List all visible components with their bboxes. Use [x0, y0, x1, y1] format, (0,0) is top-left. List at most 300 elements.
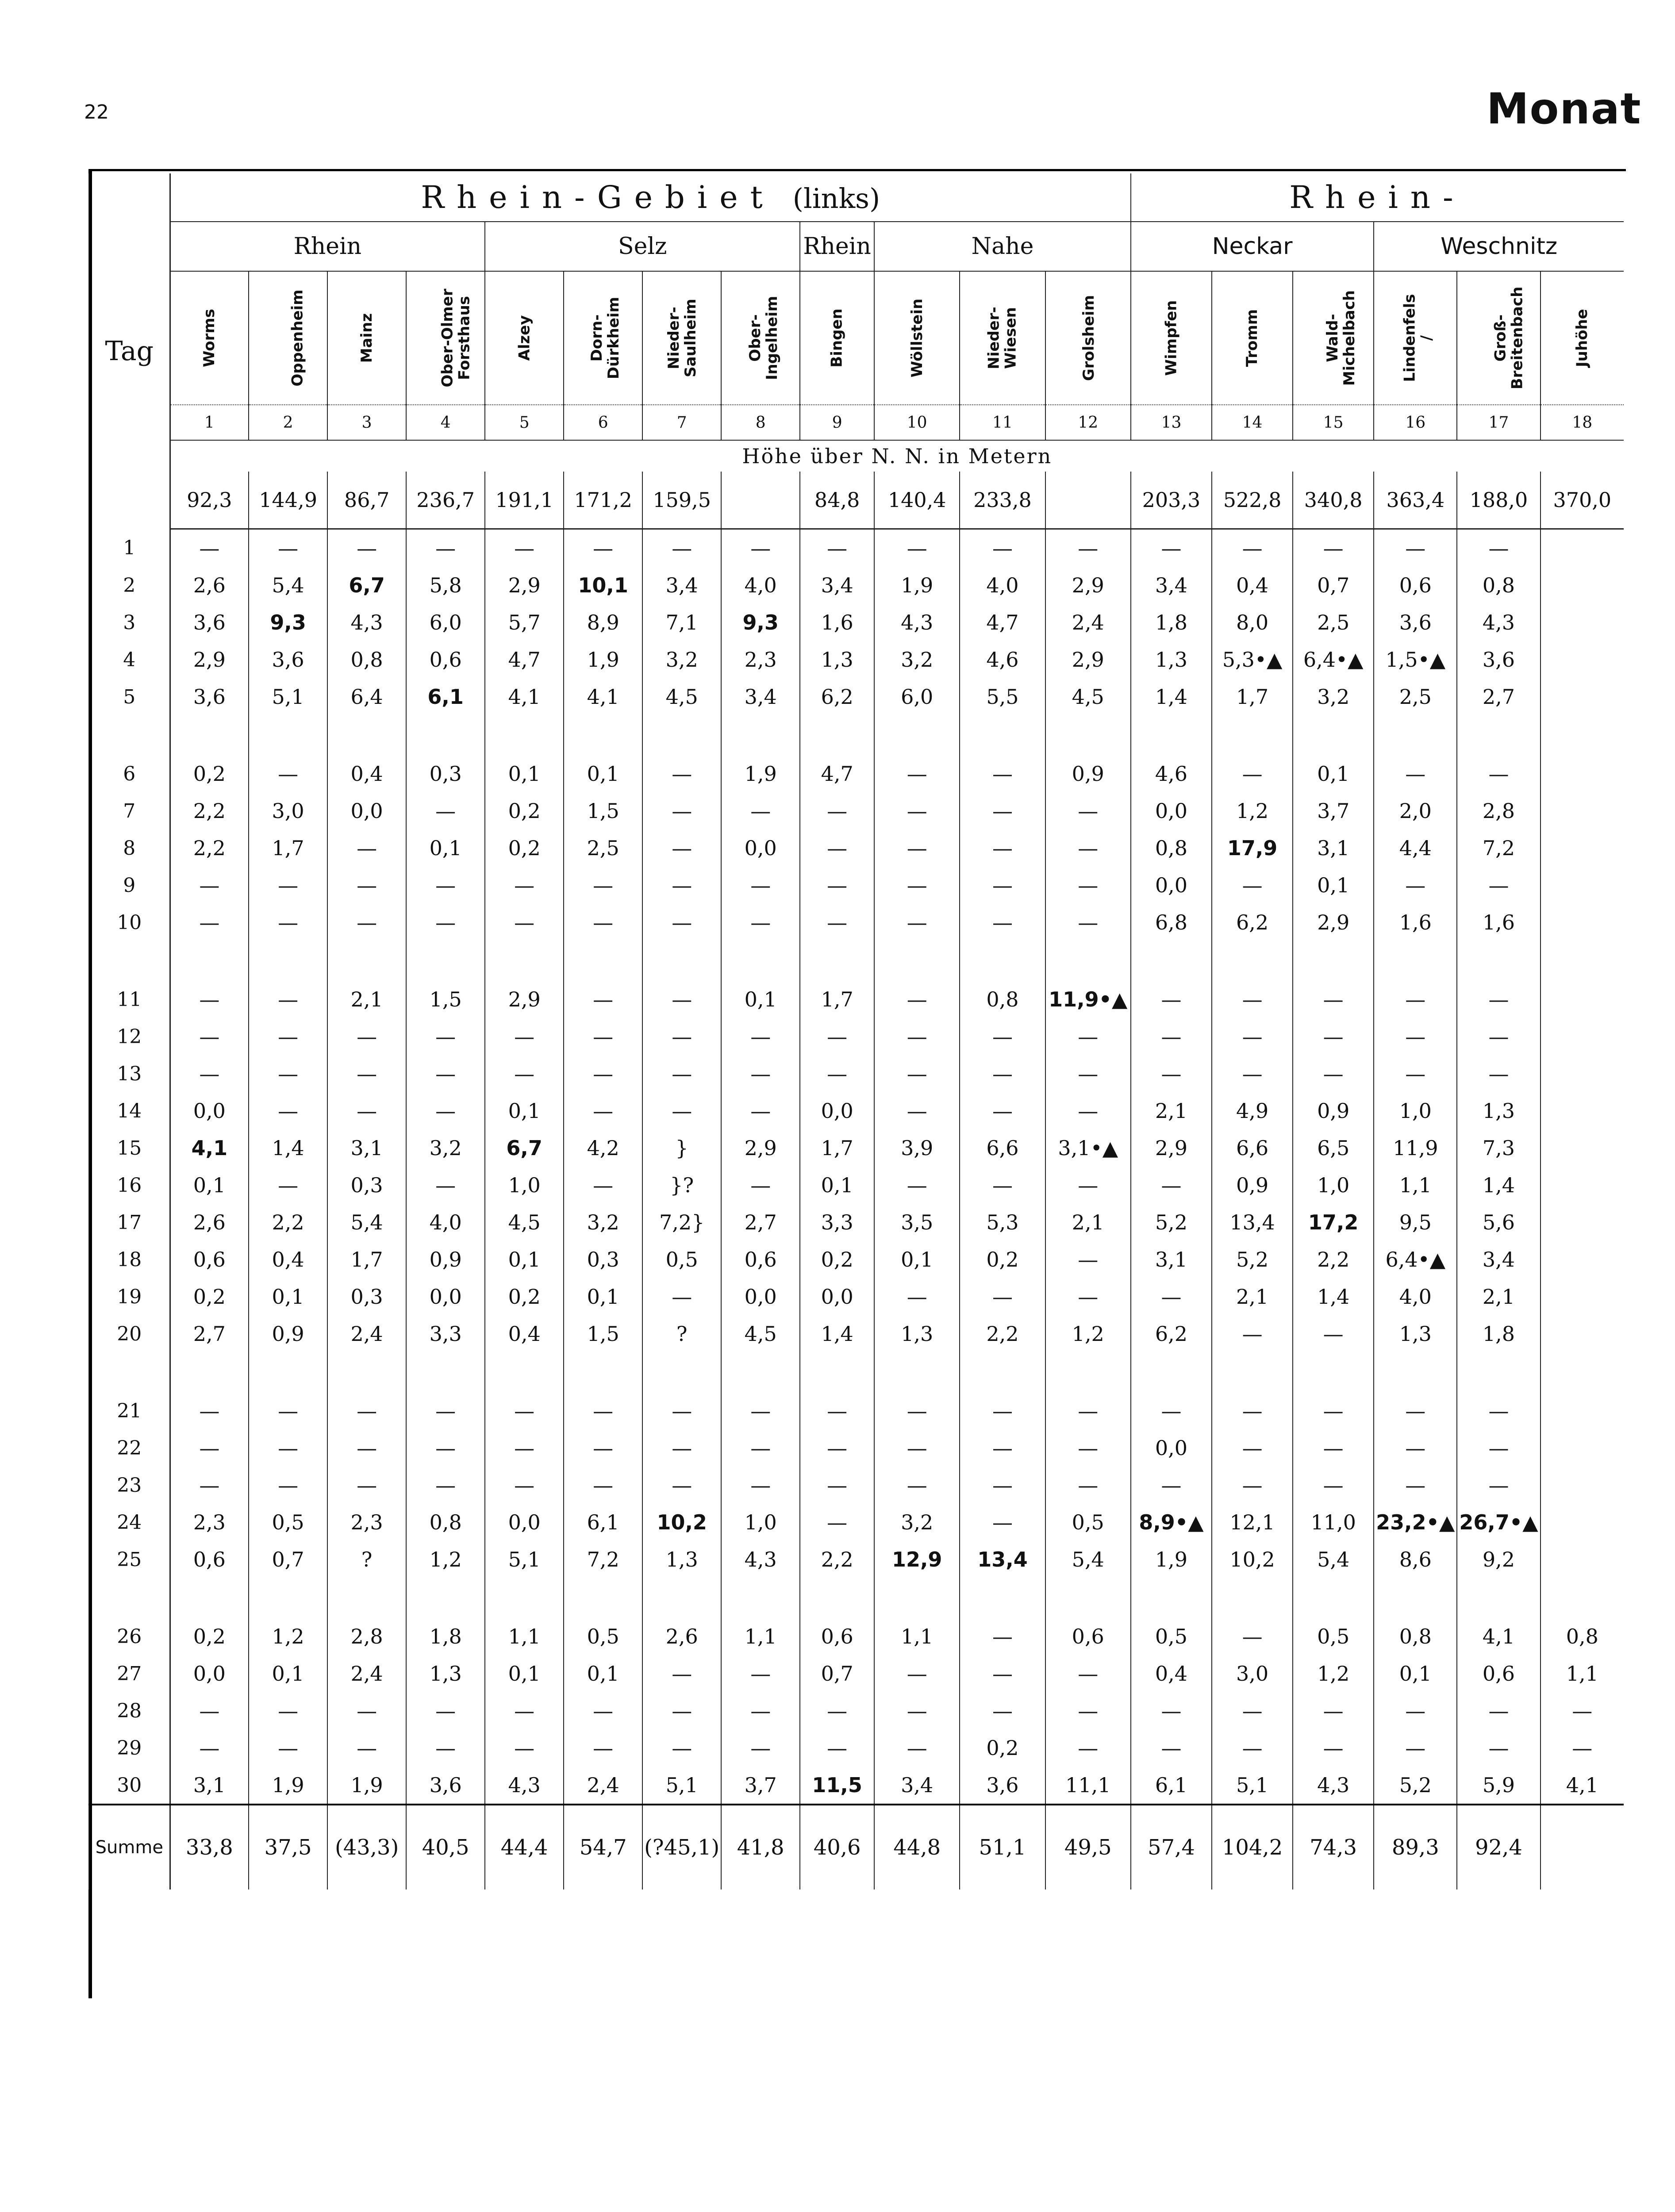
station-name	[327, 271, 406, 405]
rain-value: —	[874, 1055, 960, 1092]
day-number: 25	[89, 1541, 170, 1578]
elevation-value: 236,7	[406, 472, 485, 529]
rain-value: —	[406, 1467, 485, 1504]
day-number: 6	[89, 755, 170, 792]
day-number: 28	[89, 1692, 170, 1729]
rain-value: 2,1	[1045, 1204, 1131, 1241]
rain-value: —	[800, 1692, 874, 1729]
rain-value: 0,4	[327, 755, 406, 792]
rain-value: —	[485, 1429, 564, 1467]
station-label: Bingen	[828, 308, 846, 368]
rain-value	[170, 1129, 249, 1167]
rain-value: —	[406, 867, 485, 904]
tag-label: Tag	[105, 335, 154, 367]
station-number: 4	[406, 405, 485, 440]
rain-value: —	[960, 1618, 1045, 1655]
elevation-value: 363,4	[1374, 472, 1457, 529]
sum-value: 37,5	[249, 1805, 327, 1889]
rain-value: 1,9	[1131, 1541, 1212, 1578]
rain-value: —	[564, 867, 642, 904]
rain-value: —	[960, 904, 1045, 941]
day-number: 4	[89, 641, 170, 678]
rain-value: 2,9	[1293, 904, 1374, 941]
rain-value: —	[1045, 1692, 1131, 1729]
rain-value: 5,4	[249, 567, 327, 604]
rain-value: —	[249, 981, 327, 1018]
station-number: 9	[800, 405, 874, 440]
rain-value: 0,9	[406, 1241, 485, 1278]
rain-value: —	[1131, 1692, 1212, 1729]
rain-value: 9,2	[1457, 1541, 1540, 1578]
sum-value: 54,7	[564, 1805, 642, 1889]
rain-value: 8,9	[564, 604, 642, 641]
rain-value: 5,3•▲	[1212, 641, 1293, 678]
rain-value: 0,0	[485, 1504, 564, 1541]
day-number: 19	[89, 1278, 170, 1315]
elevation-value: 522,8	[1212, 472, 1293, 529]
rain-value: 4,5	[721, 1315, 800, 1352]
rain-value: 2,4	[327, 1655, 406, 1692]
rain-value: —	[170, 1692, 249, 1729]
rain-value: —	[960, 529, 1045, 567]
rain-value: 4,9	[1212, 1092, 1293, 1129]
rain-value: —	[642, 981, 721, 1018]
rain-value: —	[960, 1467, 1045, 1504]
rain-value	[721, 604, 800, 641]
rain-value: 5,1	[249, 678, 327, 715]
rain-value: 5,2	[1131, 1204, 1212, 1241]
station-number: 16	[1374, 405, 1457, 440]
rain-value: —	[249, 1092, 327, 1129]
rain-value: 3,2	[874, 641, 960, 678]
rain-value	[1212, 830, 1293, 867]
rain-value: —	[170, 981, 249, 1018]
day-number: 27	[89, 1655, 170, 1692]
rain-value: —	[1045, 529, 1131, 567]
rain-value: 2,7	[170, 1315, 249, 1352]
rain-value: 4,3	[1293, 1767, 1374, 1805]
rain-value: —	[874, 1167, 960, 1204]
rain-value: —	[642, 1092, 721, 1129]
rain-value: —	[406, 1092, 485, 1129]
rain-value: 2,1	[1212, 1278, 1293, 1315]
rain-value: —	[170, 1055, 249, 1092]
rain-value: 0,1	[485, 1092, 564, 1129]
rain-value: 3,2	[564, 1204, 642, 1241]
rain-value: —	[960, 830, 1045, 867]
rain-value: 0,0	[170, 1655, 249, 1692]
rain-value: —	[249, 1392, 327, 1429]
station-number: 3	[327, 405, 406, 440]
precipitation-table	[88, 173, 1624, 1889]
bold-value: 8,9•▲	[1139, 1510, 1204, 1534]
rain-value: 2,8	[327, 1618, 406, 1655]
river-group: Rhein	[800, 222, 874, 271]
bold-value: 6,7	[349, 573, 385, 597]
rain-value: —	[960, 1092, 1045, 1129]
rain-value: —	[1045, 867, 1131, 904]
rain-value: —	[800, 1055, 874, 1092]
rain-value: —	[1293, 1729, 1374, 1767]
rain-value: —	[1457, 1729, 1540, 1767]
rain-value: —	[800, 1018, 874, 1055]
region-title-right-text: Rhein-	[1289, 179, 1466, 215]
rain-value: 3,7	[721, 1767, 800, 1805]
rain-value: 6,4	[327, 678, 406, 715]
rain-value: 3,6	[1457, 641, 1540, 678]
rain-value: —	[721, 1655, 800, 1692]
rain-value: 0,1	[1293, 867, 1374, 904]
rain-value: 11,0	[1293, 1504, 1374, 1541]
rain-value: —	[642, 1655, 721, 1692]
rain-value: —	[642, 1055, 721, 1092]
rain-value: —	[485, 1467, 564, 1504]
rain-value: 4,5	[1045, 678, 1131, 715]
rain-value: 0,9	[1212, 1167, 1293, 1204]
rain-value: —	[874, 529, 960, 567]
rain-value: —	[1212, 1392, 1293, 1429]
rain-value: —	[800, 1504, 874, 1541]
river-group: Neckar	[1131, 222, 1374, 271]
rain-value: —	[1374, 1392, 1457, 1429]
rain-value: —	[642, 1278, 721, 1315]
tag-header	[89, 173, 170, 529]
rain-value: 6,0	[874, 678, 960, 715]
rain-value: 4,4	[1374, 830, 1457, 867]
rain-value: 2,5	[1374, 678, 1457, 715]
rain-value: 2,2	[960, 1315, 1045, 1352]
bold-value: 13,4	[977, 1548, 1028, 1571]
rain-value: —	[406, 904, 485, 941]
rain-value: —	[960, 867, 1045, 904]
rain-value: 1,1	[485, 1618, 564, 1655]
rain-value: —	[327, 1055, 406, 1092]
rain-value: 5,1	[1212, 1767, 1293, 1805]
rain-value: —	[874, 1692, 960, 1729]
rain-value: 2,2	[1293, 1241, 1374, 1278]
rain-value: 0,7	[800, 1655, 874, 1692]
sum-value: 74,3	[1293, 1805, 1374, 1889]
day-number: 12	[89, 1018, 170, 1055]
rain-value	[1541, 1429, 1624, 1467]
station-label: Lindenfels /	[1401, 294, 1436, 382]
rain-value: —	[800, 1729, 874, 1767]
rain-value: 0,6	[170, 1541, 249, 1578]
rain-value: —	[1131, 1278, 1212, 1315]
rain-value: 4,3	[1457, 604, 1540, 641]
rain-value: 0,6	[1457, 1655, 1540, 1692]
table-row	[89, 1055, 1624, 1092]
rain-value: 7,1	[642, 604, 721, 641]
rain-value: 1,4	[800, 1315, 874, 1352]
sum-value: (43,3)	[327, 1805, 406, 1889]
station-label: Nieder- Saulheim	[665, 299, 700, 377]
rain-value: 3,9	[874, 1129, 960, 1167]
station-number: 2	[249, 405, 327, 440]
rain-value: —	[1293, 1018, 1374, 1055]
region-title-right	[1131, 173, 1624, 222]
station-label: Oppenheim	[288, 289, 307, 387]
rain-value: —	[1212, 1018, 1293, 1055]
table-row	[89, 604, 1624, 641]
rain-value	[1457, 1504, 1540, 1541]
bold-value: 23,2•▲	[1376, 1510, 1455, 1534]
rain-value: 2,9	[1131, 1129, 1212, 1167]
rain-value: 0,1	[485, 755, 564, 792]
rain-value	[642, 1504, 721, 1541]
elevation-value: 84,8	[800, 472, 874, 529]
rain-value: —	[564, 1729, 642, 1767]
rain-value: 1,1	[721, 1618, 800, 1655]
rain-value: —	[721, 1392, 800, 1429]
elevation-value	[721, 472, 800, 529]
day-number: 7	[89, 792, 170, 830]
rain-value: —	[721, 1018, 800, 1055]
day-number: 24	[89, 1504, 170, 1541]
day-number: 3	[89, 604, 170, 641]
rain-value: —	[1212, 1315, 1293, 1352]
station-name	[1541, 271, 1624, 405]
rain-value: 3,6	[170, 604, 249, 641]
rain-value: 2,0	[1374, 792, 1457, 830]
rain-value: 4,3	[485, 1767, 564, 1805]
bold-value: 10,1	[578, 573, 628, 597]
bold-value: 12,9	[891, 1548, 942, 1571]
rain-value: 4,7	[960, 604, 1045, 641]
station-label: Ober-Olmer Forsthaus	[438, 288, 473, 388]
rain-value: 0,2	[960, 1729, 1045, 1767]
rain-value: —	[874, 1429, 960, 1467]
rain-value: —	[800, 529, 874, 567]
rain-value: 0,8	[1131, 830, 1212, 867]
station-number: 15	[1293, 405, 1374, 440]
station-label: Alzey	[515, 315, 534, 361]
rain-value: 4,6	[1131, 755, 1212, 792]
station-label: Juhöhe	[1573, 309, 1591, 367]
rain-value: 0,2	[170, 755, 249, 792]
station-name	[170, 271, 249, 405]
day-number: 17	[89, 1204, 170, 1241]
station-name	[1212, 271, 1293, 405]
rain-value: 3,7	[1293, 792, 1374, 830]
rain-value: 12,1	[1212, 1504, 1293, 1541]
rain-value	[1541, 830, 1624, 867]
rain-value: 0,8	[327, 641, 406, 678]
rain-value: 0,8	[1457, 567, 1540, 604]
rain-value: —	[1045, 830, 1131, 867]
rain-value: 1,9	[721, 755, 800, 792]
station-name	[1131, 271, 1212, 405]
rain-value: ?	[642, 1315, 721, 1352]
rain-value: 1,3	[874, 1315, 960, 1352]
rain-value: —	[642, 1692, 721, 1729]
day-number: 13	[89, 1055, 170, 1092]
rain-value: —	[170, 529, 249, 567]
rain-value: —	[1293, 1055, 1374, 1092]
rain-value	[1541, 1167, 1624, 1204]
rain-value: 0,5	[249, 1504, 327, 1541]
rain-value: —	[406, 1392, 485, 1429]
rain-value: 2,4	[564, 1767, 642, 1805]
rain-value: 3,2	[874, 1504, 960, 1541]
rain-value: —	[564, 1467, 642, 1504]
elevation-value: 233,8	[960, 472, 1045, 529]
rain-value: 3,2	[406, 1129, 485, 1167]
rain-value: —	[1374, 867, 1457, 904]
rain-value: 0,1	[1374, 1655, 1457, 1692]
station-name	[564, 271, 642, 405]
table-row	[89, 529, 1624, 567]
table-row	[89, 567, 1624, 604]
rain-value: —	[642, 1429, 721, 1467]
station-number: 11	[960, 405, 1045, 440]
station-name	[800, 271, 874, 405]
rain-value: —	[1293, 1392, 1374, 1429]
day-number: 1	[89, 529, 170, 567]
rain-value: 3,2	[1293, 678, 1374, 715]
rain-value: 0,5	[564, 1618, 642, 1655]
rain-value: —	[800, 1392, 874, 1429]
rain-value: —	[1131, 1018, 1212, 1055]
bold-value: 26,7•▲	[1459, 1510, 1538, 1534]
rain-value: 0,1	[170, 1167, 249, 1204]
sum-value: (?45,1)	[642, 1805, 721, 1889]
rain-value: 2,6	[642, 1618, 721, 1655]
rain-value: —	[1045, 1241, 1131, 1278]
rain-value: 4,0	[721, 567, 800, 604]
rain-value: 2,7	[721, 1204, 800, 1241]
rain-value: —	[406, 792, 485, 830]
rain-value: —	[1293, 1315, 1374, 1352]
rain-value: 0,0	[1131, 1429, 1212, 1467]
rain-value: 0,7	[1293, 567, 1374, 604]
rain-value: 6,0	[406, 604, 485, 641]
table-row	[89, 678, 1624, 715]
region-title	[170, 173, 1131, 222]
rain-value: —	[485, 867, 564, 904]
station-name	[1374, 271, 1457, 405]
rain-value: 0,5	[1131, 1618, 1212, 1655]
rain-value	[1541, 1241, 1624, 1278]
rain-value	[1541, 1055, 1624, 1092]
rain-value: 7,2}	[642, 1204, 721, 1241]
rain-value: —	[1457, 1467, 1540, 1504]
rain-value: —	[406, 1018, 485, 1055]
bold-value: 4,1	[191, 1136, 228, 1160]
rain-value: 5,7	[485, 604, 564, 641]
rain-value: —	[1541, 1692, 1624, 1729]
rain-value: 0,2	[800, 1241, 874, 1278]
river-group: Weschnitz	[1374, 222, 1624, 271]
rain-value: —	[249, 1467, 327, 1504]
rain-value: 2,9	[1045, 567, 1131, 604]
rain-value	[874, 1541, 960, 1578]
rain-value: 4,3	[874, 604, 960, 641]
rain-value: 3,6	[249, 641, 327, 678]
rain-value: 0,8	[960, 981, 1045, 1018]
day-number: 14	[89, 1092, 170, 1129]
rain-value: 4,7	[485, 641, 564, 678]
rain-value: —	[960, 1278, 1045, 1315]
rain-value	[1541, 867, 1624, 904]
rain-value: —	[874, 755, 960, 792]
rain-value: 1,5	[406, 981, 485, 1018]
rain-value: 4,3	[327, 604, 406, 641]
rain-value: 5,4	[327, 1204, 406, 1241]
rain-value: 0,3	[564, 1241, 642, 1278]
rain-value: —	[249, 1692, 327, 1729]
rain-value: 2,5	[1293, 604, 1374, 641]
day-number: 21	[89, 1392, 170, 1429]
rain-value: 4,0	[1374, 1278, 1457, 1315]
table-row	[89, 1315, 1624, 1352]
rain-value: 1,2	[249, 1618, 327, 1655]
sum-value: 44,8	[874, 1805, 960, 1889]
table-row	[89, 1018, 1624, 1055]
rain-value: 3,6	[1374, 604, 1457, 641]
rain-value: —	[800, 904, 874, 941]
station-label: Ober- Ingelheim	[746, 296, 781, 380]
rain-value: 1,5	[564, 792, 642, 830]
rain-value: —	[1374, 1429, 1457, 1467]
rain-value: —	[1045, 792, 1131, 830]
day-number: 5	[89, 678, 170, 715]
rain-value: —	[249, 1729, 327, 1767]
station-label: Nieder- Wiesen	[985, 307, 1020, 369]
rain-value: 1,0	[485, 1167, 564, 1204]
sum-value: 40,5	[406, 1805, 485, 1889]
day-number: 23	[89, 1467, 170, 1504]
rain-value: —	[1045, 1467, 1131, 1504]
rain-value: —	[721, 792, 800, 830]
rain-value: —	[406, 1055, 485, 1092]
rain-value: 0,9	[1293, 1092, 1374, 1129]
rain-value: 1,7	[800, 981, 874, 1018]
rain-value: —	[1374, 1467, 1457, 1504]
elevation-value: 370,0	[1541, 472, 1624, 529]
rain-value: —	[249, 867, 327, 904]
elevation-value: 159,5	[642, 472, 721, 529]
rain-value: 2,9	[170, 641, 249, 678]
bold-value: 9,3	[270, 611, 306, 634]
table-row	[89, 1467, 1624, 1504]
rain-value: —	[170, 904, 249, 941]
rain-value: —	[1457, 1055, 1540, 1092]
rain-value: —	[874, 1278, 960, 1315]
rain-value: —	[249, 1018, 327, 1055]
rain-value: 1,1	[1374, 1167, 1457, 1204]
rain-value	[1541, 1129, 1624, 1167]
rain-value: 0,0	[800, 1092, 874, 1129]
rain-value	[1541, 678, 1624, 715]
table-row	[89, 1241, 1624, 1278]
rain-value: —	[1045, 1392, 1131, 1429]
rain-value: 2,2	[249, 1204, 327, 1241]
rain-value: —	[960, 755, 1045, 792]
rain-value	[1541, 567, 1624, 604]
table-row	[89, 1204, 1624, 1241]
rain-value	[1541, 792, 1624, 830]
rain-value	[1541, 604, 1624, 641]
rain-value: 2,7	[1457, 678, 1540, 715]
rain-value: —	[642, 867, 721, 904]
rain-value: —	[249, 1055, 327, 1092]
rain-value: —	[327, 830, 406, 867]
rain-value: —	[1374, 755, 1457, 792]
rain-value: 1,7	[1212, 678, 1293, 715]
day-number: 30	[89, 1767, 170, 1805]
rain-value: 4,5	[642, 678, 721, 715]
